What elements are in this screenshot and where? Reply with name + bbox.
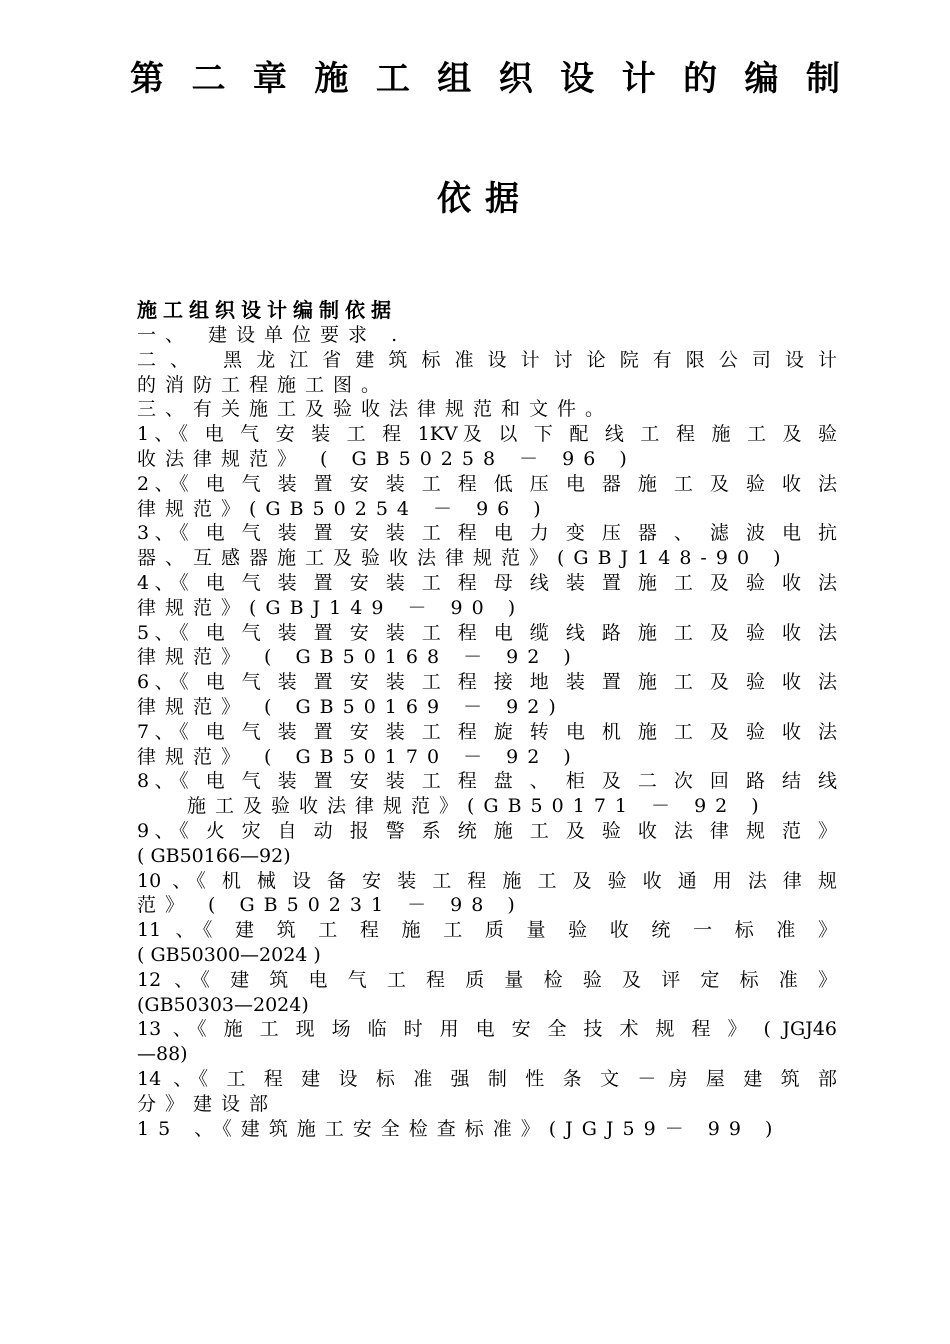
- reference-item-1: 1、《 电 气 安 装 工 程 1KV及 以 下 配 线 工 程 施 工 及 验: [137, 423, 837, 446]
- reference-item-5: 5、《 电 气 装 置 安 装 工 程 电 缆 线 路 施 工 及 验 收 法: [137, 621, 837, 644]
- reference-item-2: 2、《 电 气 装 置 安 装 工 程 低 压 电 器 施 工 及 验 收 法: [137, 472, 837, 495]
- reference-item-13: 13 、《 施 工 现 场 临 时 用 电 安 全 技 术 规 程 》 ( JGJ46: [137, 1018, 837, 1041]
- list-item-3: 三、有关施工及验收法律规范和文件。: [137, 398, 614, 421]
- reference-item-11: 11 、《 建 筑 工 程 施 工 质 量 验 收 统 一 标 准 》: [137, 919, 837, 942]
- reference-item-2-cont: 律规范》(GB50254 － 96 ): [137, 497, 550, 520]
- document-body: [137, 298, 837, 1141]
- reference-item-12: 12 、《 建 筑 电 气 工 程 质 量 检 验 及 评 定 标 准 》: [137, 968, 837, 991]
- reference-item-9: 9、《 火 灾 自 动 报 警 系 统 施 工 及 验 收 法 律 规 范 》: [137, 819, 837, 842]
- reference-item-3-cont: 器、互感器施工及验收法律规范》(GBJ148-90 ): [137, 547, 790, 570]
- chapter-title-line-2: 依据: [437, 179, 533, 219]
- reference-item-11-cont: ( GB50300—2024 ): [137, 943, 321, 966]
- reference-item-6-cont: 律规范》 ( GB50169 － 92): [137, 695, 565, 718]
- reference-item-6: 6、《 电 气 装 置 安 装 工 程 接 地 装 置 施 工 及 验 收 法: [137, 671, 837, 694]
- reference-item-13-cont: —88): [137, 1043, 188, 1066]
- section-heading: 施工组织设计编制依据: [137, 298, 397, 322]
- list-item-1: 一、 建设单位要求 .: [137, 324, 407, 346]
- reference-item-4-cont: 律规范》(GBJ149 － 90 ): [137, 596, 525, 619]
- reference-item-7-cont: 律规范》 ( GB50170 － 92 ): [137, 745, 580, 768]
- reference-item-3: 3、《 电 气 装 置 安 装 工 程 电 力 变 压 器 、 滤 波 电 抗: [137, 522, 837, 545]
- list-item-2: 二、 黑龙江省建筑标准设计讨论院有限公司设计: [137, 348, 837, 371]
- reference-item-7: 7、《 电 气 装 置 安 装 工 程 旋 转 电 机 施 工 及 验 收 法: [137, 720, 837, 743]
- chapter-title-line-1: 第 二 章 施 工 组 织 设 计 的 编 制: [130, 59, 840, 99]
- reference-item-8-cont: 施工及验收法律规范》(GB50171 － 92 ): [187, 795, 768, 818]
- reference-item-15: 15 、《建筑施工安全检查标准》(JGJ59－ 99 ): [137, 1117, 782, 1140]
- reference-item-1-cont: 收法律规范》 ( GB50258 － 96 ): [137, 447, 636, 470]
- reference-item-9-cont: ( GB50166—92): [137, 844, 291, 867]
- reference-item-14-cont: 分》建设部: [137, 1092, 278, 1115]
- reference-item-4: 4、《 电 气 装 置 安 装 工 程 母 线 装 置 施 工 及 验 收 法: [137, 571, 837, 594]
- reference-item-5-cont: 律规范》 ( GB50168 － 92 ): [137, 646, 580, 669]
- list-item-2-cont: 的消防工程施工图。: [137, 373, 390, 396]
- reference-item-8: 8、《 电 气 装 置 安 装 工 程 盘 、 柜 及 二 次 回 路 结 线: [137, 770, 837, 793]
- reference-item-12-cont: (GB50303—2024): [137, 993, 309, 1016]
- reference-item-10-cont: 范》 ( GB50231 － 98 ): [137, 894, 524, 917]
- reference-item-14: 14 、《 工 程 建 设 标 准 强 制 性 条 文 － 房 屋 建 筑 部: [137, 1067, 837, 1090]
- reference-item-10: 10 、《 机 械 设 备 安 装 工 程 施 工 及 验 收 通 用 法 律 规: [137, 869, 837, 892]
